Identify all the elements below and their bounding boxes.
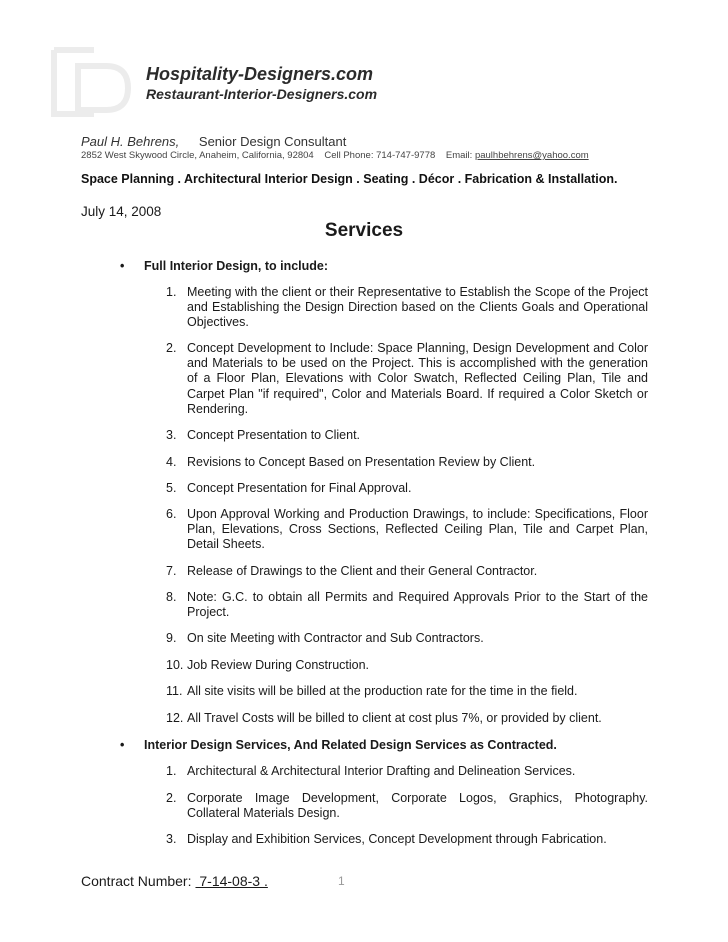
list-item: [166, 507, 648, 553]
phone: Cell Phone: 714-747-9778: [324, 150, 436, 161]
section-heading: [120, 738, 557, 752]
list-item: [166, 832, 648, 847]
section-heading: [120, 259, 328, 273]
list-item: [166, 428, 648, 443]
contract-label: Contract Number:: [81, 873, 192, 889]
list-item: [166, 711, 648, 726]
item-text: Job Review During Construction.: [187, 658, 370, 672]
consultant-line: [81, 134, 346, 149]
item-text: Corporate Image Development, Corporate Logos, Graphics, Photography. Collateral Materials Design.: [187, 791, 648, 821]
item-number: 12.: [166, 711, 184, 725]
company-logo: [48, 44, 134, 122]
item-number: 2.: [166, 791, 177, 805]
list-item: [166, 658, 648, 673]
item-text: Note: G.C. to obtain all Permits and Required Approvals Prior to the Start of the Project.: [187, 590, 648, 620]
page-number: 1: [338, 874, 345, 888]
consultant-name: Paul H. Behrens,: [81, 134, 180, 149]
item-number: 3.: [166, 832, 177, 846]
item-text: Revisions to Concept Based on Presentation Review by Client.: [187, 455, 536, 469]
contact-line: [81, 150, 589, 161]
list-item: [166, 764, 648, 779]
list-item: [166, 791, 648, 821]
contract-line: [81, 873, 268, 889]
item-number: 1.: [166, 285, 177, 299]
list-item: [166, 455, 648, 470]
list-item: [166, 684, 648, 699]
item-text: All site visits will be billed at the production rate for the time in the field.: [187, 684, 578, 698]
consultant-title: Senior Design Consultant: [198, 134, 347, 149]
list-item: [166, 285, 648, 331]
email-label: Email:: [445, 150, 473, 161]
bullet: •: [120, 738, 125, 752]
email-link[interactable]: paulhbehrens@yahoo.com: [474, 150, 589, 161]
page-title: Services: [324, 220, 404, 241]
address: 2852 West Skywood Circle, Anaheim, California, 92804: [81, 150, 314, 161]
site-secondary: Restaurant-Interior-Designers.com: [146, 86, 378, 102]
contract-number: 7-14-08-3 .: [195, 873, 268, 889]
item-number: 1.: [166, 764, 177, 778]
section-title: Full Interior Design, to include:: [144, 259, 329, 273]
letter-date: July 14, 2008: [81, 204, 162, 219]
item-number: 11.: [166, 684, 183, 698]
item-text: Concept Presentation to Client.: [187, 428, 361, 442]
site-primary: Hospitality-Designers.com: [146, 64, 374, 84]
item-text: Release of Drawings to the Client and their General Contractor.: [187, 564, 538, 578]
item-number: 7.: [166, 564, 177, 578]
section-title: Interior Design Services, And Related Design Services as Contracted.: [144, 738, 557, 752]
item-number: 2.: [166, 341, 177, 355]
item-text: Architectural & Architectural Interior Drafting and Delineation Services.: [187, 764, 576, 778]
item-number: 5.: [166, 481, 177, 495]
item-text: Meeting with the client or their Representative to Establish the Scope of the Project and Establishing the Design Direction based on the Clients Goals and Operational Objectives.: [187, 285, 648, 330]
item-number: 3.: [166, 428, 177, 442]
list-item: [166, 481, 648, 496]
list-item: [166, 631, 648, 646]
item-text: Concept Presentation for Final Approval.: [187, 481, 412, 495]
item-text: Concept Development to Include: Space Planning, Design Development and Color and Materials to be used on the Project. This is accomplished with the generation of a Floor Plan, Elevations with Color Swatch, Reflected Ceiling Plan, Tile and Carpet Plan "if required", Color and Materials Board. If required a Color Sketch or Rendering.: [187, 341, 648, 416]
item-text: Display and Exhibition Services, Concept Development through Fabrication.: [187, 832, 607, 846]
services-tagline: Space Planning . Architectural Interior Design . Seating . Décor . Fabrication & Installation.: [81, 172, 618, 186]
list-item: [166, 564, 648, 579]
item-text: On site Meeting with Contractor and Sub Contractors.: [187, 631, 484, 645]
item-number: 6.: [166, 507, 177, 521]
item-number: 4.: [166, 455, 177, 469]
item-text: Upon Approval Working and Production Drawings, to include: Specifications, Floor Plan, Elevations, Cross Sections, Reflected Ceiling Plan, Tile and Carpet Plan, Detail Sheets.: [187, 507, 648, 552]
bullet: •: [120, 259, 125, 273]
list-item: [166, 590, 648, 620]
item-number: 9.: [166, 631, 177, 645]
item-number: 10.: [166, 658, 184, 672]
list-item: [166, 341, 648, 417]
item-number: 8.: [166, 590, 177, 604]
item-text: All Travel Costs will be billed to client at cost plus 7%, or provided by client.: [187, 711, 602, 725]
